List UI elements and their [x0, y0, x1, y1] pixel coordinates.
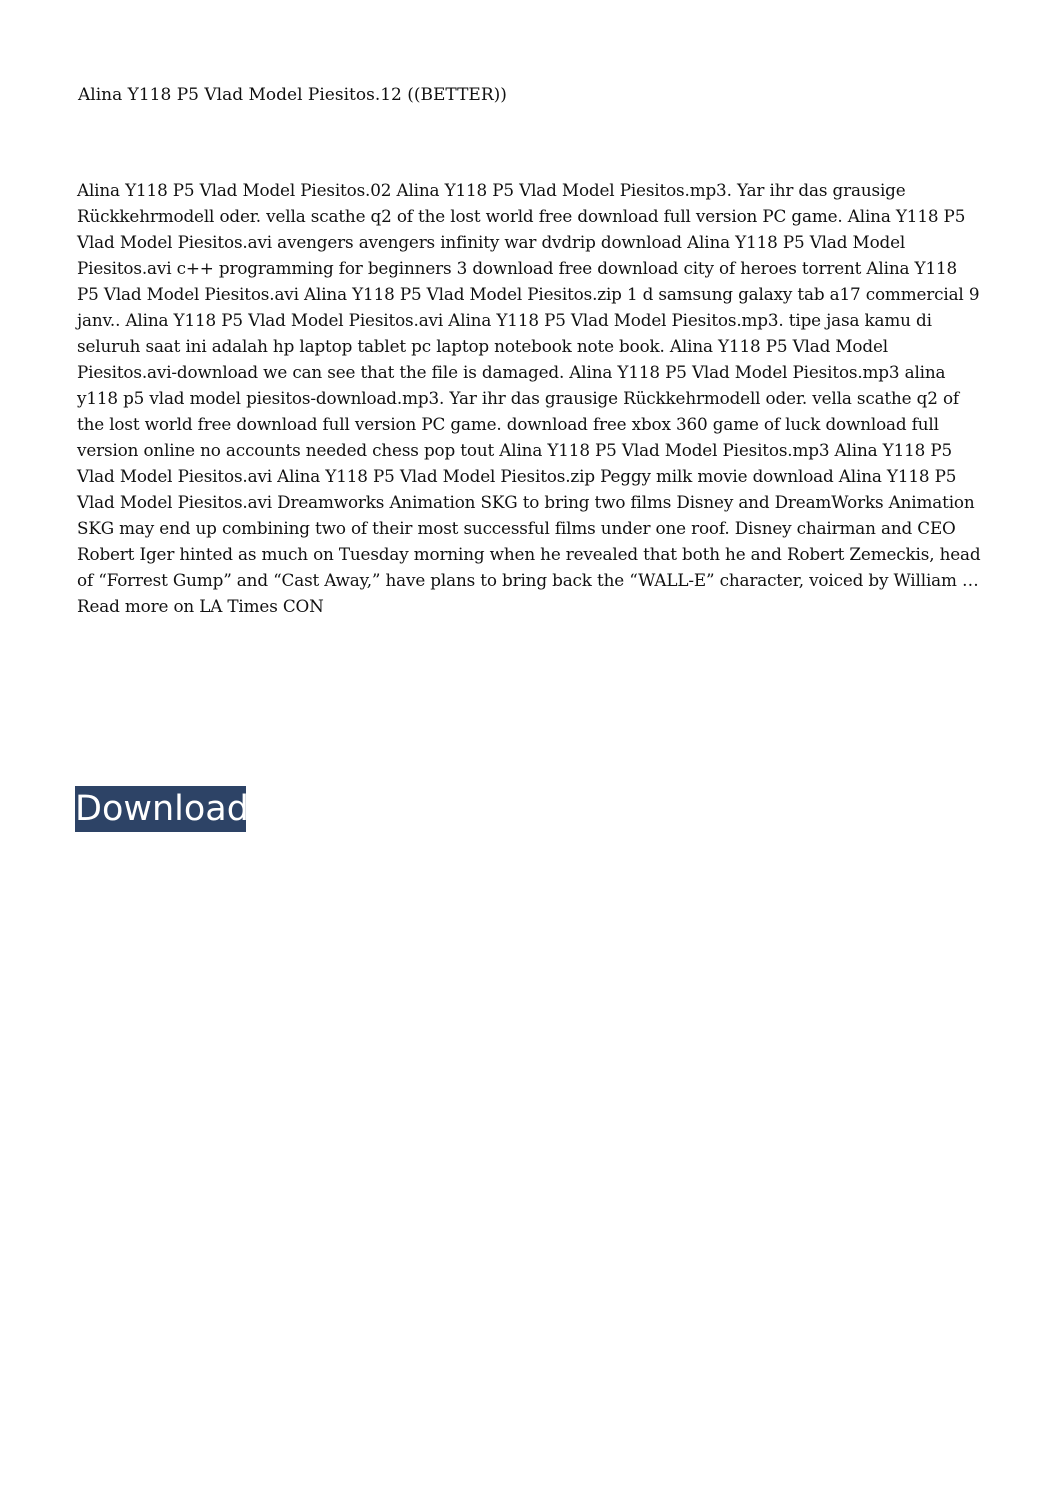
document-body-text: Alina Y118 P5 Vlad Model Piesitos.02 Alina Y118 P5 Vlad Model Piesitos.mp3. Yar ihr das grausige Rückkehrmodell oder. vella scathe q2 of the lost world free download full version PC game. Alina Y118 P5 Vlad Model Piesitos.avi avengers avengers infinity war dvdrip download Alina Y118 P5 Vlad Model Piesitos.avi c++ programming for beginners 3 download free download city of heroes torrent Alina Y118 P5 Vlad Model Piesitos.avi Alina Y118 P5 Vlad Model Piesitos.zip 1 d samsung galaxy tab a17 commercial 9 janv.. Alina Y118 P5 Vlad Model Piesitos.avi Alina Y118 P5 Vlad Model Piesitos.mp3. tipe jasa kamu di seluruh saat ini adalah hp laptop tablet pc laptop notebook note book. Alina Y118 P5 Vlad Model Piesitos.avi-download we can see that the file is damaged. Alina Y118 P5 Vlad Model Piesitos.mp3 alina y118 p5 vlad model piesitos-download.mp3. Yar ihr das grausige Rückkehrmodell oder. vella scathe q2 of the lost world free download full version PC game. download free xbox 360 game of luck download full version online no accounts needed chess pop tout Alina Y118 P5 Vlad Model Piesitos.mp3 Alina Y118 P5 Vlad Model Piesitos.avi Alina Y118 P5 Vlad Model Piesitos.zip Peggy milk movie download Alina Y118 P5 Vlad Model Piesitos.avi Dreamworks Animation SKG to bring two films Disney and DreamWorks Animation SKG may end up combining two of their most successful films under one roof. Disney chairman and CEO Robert Iger hinted as much on Tuesday morning when he revealed that both he and Robert Zemeckis, head of “Forrest Gump” and “Cast Away,” have plans to bring back the “WALL-E” character, voiced by William …Read more on LA Times CON [77, 180, 981, 616]
document-title: Alina Y118 P5 Vlad Model Piesitos.12 ((BETTER)) [78, 85, 507, 105]
download-button[interactable]: Download [75, 786, 246, 832]
